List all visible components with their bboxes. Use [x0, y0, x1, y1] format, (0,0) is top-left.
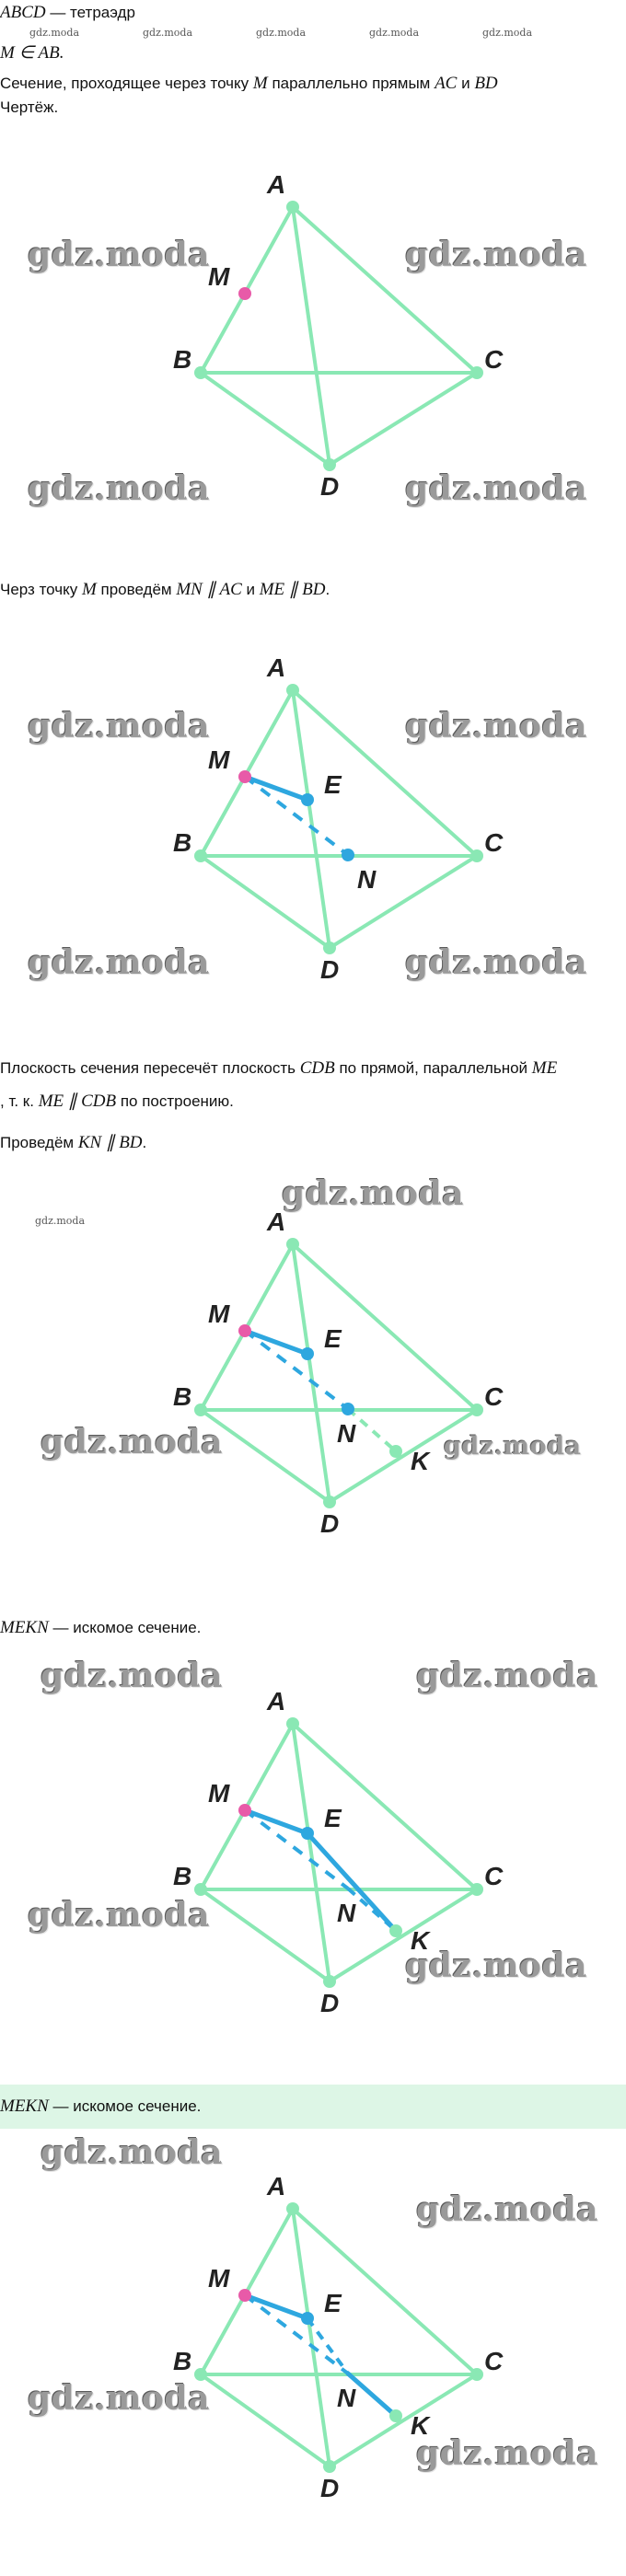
watermark: gdz.moda	[41, 2133, 223, 2172]
watermark: gdz.moda	[28, 1896, 210, 1935]
watermark: gdz.moda	[405, 707, 587, 745]
step-3-text: Проведём KN ∥ BD.	[0, 1133, 147, 1152]
step-2-text: Плоскость сечения пересечёт плоскость CDB по прямой, параллельной ME	[0, 1058, 558, 1078]
svg-text:D: D	[320, 955, 340, 984]
point-k	[389, 1445, 402, 1458]
watermark: gdz.moda	[28, 2379, 210, 2418]
watermark-small: gdz.moda	[482, 27, 533, 39]
point-m	[238, 1804, 251, 1817]
point-e	[301, 2312, 314, 2325]
result-text: MEKN — искомое сечение.	[0, 1618, 202, 1637]
svg-text:D: D	[320, 2474, 340, 2502]
svg-text:B: B	[173, 2347, 192, 2375]
label-d: D	[320, 472, 340, 501]
given-line: M ∈ AB.	[0, 43, 64, 63]
label-a: A	[267, 170, 286, 199]
svg-text:B: B	[173, 828, 192, 857]
point-e	[301, 1347, 314, 1360]
point-n	[342, 1403, 354, 1415]
watermark-small: gdz.moda	[143, 27, 193, 39]
watermark: gdz.moda	[405, 943, 587, 982]
tetrahedron-line: ABCD — тетраэдр	[0, 3, 135, 22]
watermark: gdz.moda	[41, 1657, 223, 1695]
svg-text:K: K	[411, 2411, 430, 2440]
svg-text:A: A	[267, 1687, 286, 1715]
svg-text:D: D	[320, 1509, 340, 1538]
point-k	[389, 2409, 402, 2422]
drawing-label: Чертёж.	[0, 98, 59, 116]
watermark: gdz.moda	[282, 1174, 464, 1213]
point-m	[238, 2289, 251, 2302]
result-text-highlighted: MEKN — искомое сечение.	[0, 2097, 202, 2116]
point-m	[238, 1324, 251, 1337]
svg-text:B: B	[173, 1382, 192, 1411]
segment-me	[245, 1810, 307, 1833]
watermark: gdz.moda	[28, 943, 210, 982]
svg-text:C: C	[484, 2347, 504, 2375]
svg-text:E: E	[324, 770, 342, 799]
svg-text:D: D	[320, 1989, 340, 2017]
watermark: gdz.moda	[405, 1946, 587, 1985]
watermark: gdz.moda	[444, 1432, 582, 1461]
step-1-text: Черз точку M проведём MN ∥ AC и ME ∥ BD.	[0, 580, 330, 599]
svg-text:M: M	[208, 1779, 230, 1808]
watermark-small: gdz.moda	[29, 27, 80, 39]
figure-3	[0, 1203, 626, 1543]
point-k	[389, 1924, 402, 1937]
label-b: B	[173, 345, 192, 374]
watermark: gdz.moda	[28, 707, 210, 745]
watermark: gdz.moda	[28, 469, 210, 508]
watermark: gdz.moda	[405, 236, 587, 274]
svg-text:M: M	[208, 2264, 230, 2293]
svg-text:A: A	[267, 2172, 286, 2201]
watermark: gdz.moda	[41, 1423, 223, 1461]
watermark: gdz.moda	[405, 469, 587, 508]
svg-text:A: A	[267, 1207, 286, 1236]
svg-text:N: N	[357, 865, 377, 894]
segment-me	[245, 777, 307, 800]
svg-text:K: K	[411, 1447, 430, 1475]
svg-text:M: M	[208, 1300, 230, 1328]
section-line: Сечение, проходящее через точку M параллельно прямым AC и BD	[0, 74, 498, 91]
svg-text:N: N	[337, 1419, 356, 1448]
watermark: gdz.moda	[416, 1657, 598, 1695]
watermark-small: gdz.moda	[369, 27, 420, 39]
svg-text:E: E	[324, 1324, 342, 1353]
svg-text:C: C	[484, 828, 504, 857]
point-e	[301, 793, 314, 806]
point-m	[238, 770, 251, 783]
svg-text:K: K	[411, 1926, 430, 1955]
svg-text:B: B	[173, 1862, 192, 1890]
point-n	[342, 849, 354, 861]
point-m	[238, 287, 251, 300]
watermark: gdz.moda	[416, 2190, 598, 2229]
svg-text:E: E	[324, 1804, 342, 1832]
step-2-text-cont: , т. к. ME ∥ CDB по построению.	[0, 1092, 234, 1111]
svg-text:N: N	[337, 2384, 356, 2412]
svg-text:C: C	[484, 1862, 504, 1890]
segment-me	[245, 1331, 307, 1354]
watermark: gdz.moda	[416, 2434, 598, 2473]
segment-me	[245, 2295, 307, 2318]
label-m: M	[208, 262, 230, 291]
watermark: gdz.moda	[28, 236, 210, 274]
svg-text:M: M	[208, 745, 230, 774]
watermark-small: gdz.moda	[35, 1215, 86, 1227]
svg-text:A: A	[267, 653, 286, 682]
watermark-small: gdz.moda	[256, 27, 307, 39]
svg-text:N: N	[337, 1899, 356, 1927]
label-c: C	[484, 345, 504, 374]
svg-text:C: C	[484, 1382, 504, 1411]
point-e	[301, 1827, 314, 1840]
math-abcd: ABCD	[0, 3, 46, 22]
svg-text:E: E	[324, 2289, 342, 2317]
